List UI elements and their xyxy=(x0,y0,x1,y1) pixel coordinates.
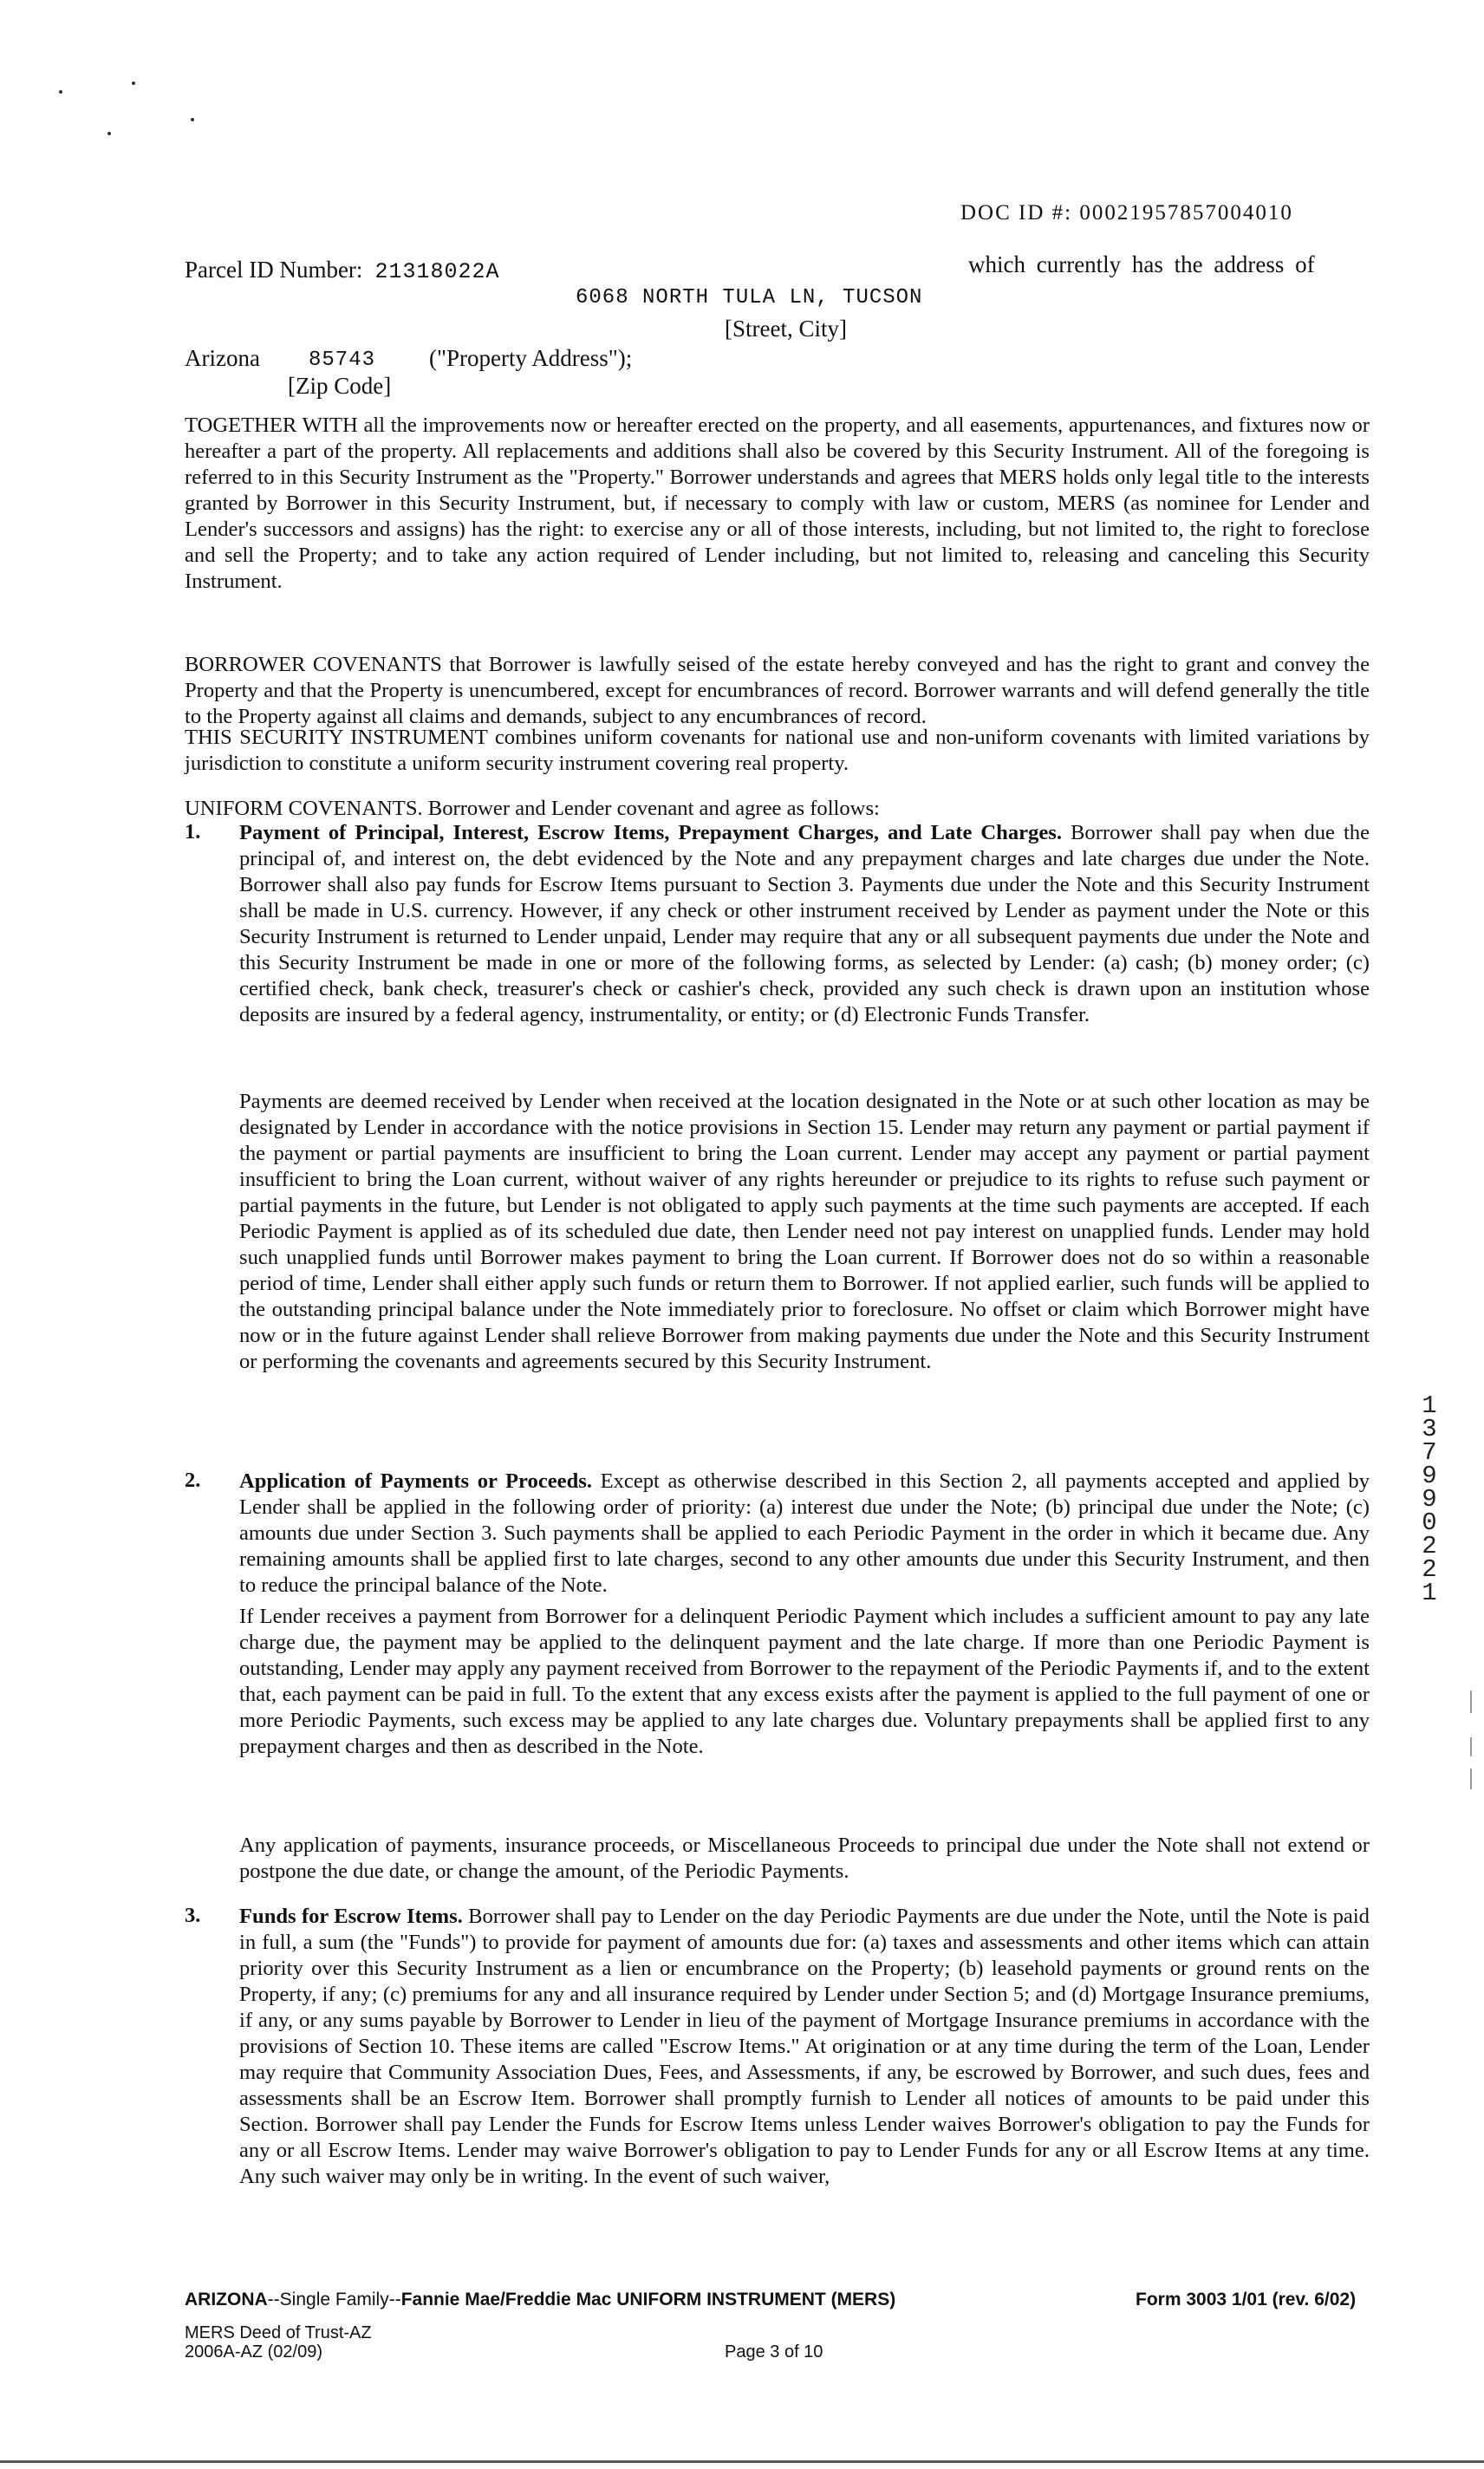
street-label: [Street, City] xyxy=(725,316,847,342)
footer-instrument-name: Fannie Mae/Freddie Mac UNIFORM INSTRUMENT (MERS) xyxy=(400,2290,896,2309)
together-with-paragraph: TOGETHER WITH all the improvements now or hereafter erected on the property, and all easements, appurtenances, and fixtures now or hereafter a part of the property. All replacements and additions shall also be covered by this Security Instrument. All of the foregoing is referred to in this Security Instrument as the "Property." Borrower understands and agrees that MERS holds only legal title to the interests granted by Borrower in this Security Instrument, but, if necessary to comply with law or custom, MERS (as nominee for Lender and Lender's successors and assigns) has the right: to exercise any or all of those interests, including, but not limited to, the right to foreclose and sell the Property; and to take any action required of Lender including, but not limited to, releasing and canceling this Security Instrument. xyxy=(185,414,1370,593)
scan-speck xyxy=(107,132,111,135)
section-1-title: Payment of Principal, Interest, Escrow Items, Prepayment Charges, and Late Charges. xyxy=(239,821,1062,844)
footer-instrument xyxy=(185,2290,895,2310)
section-number: 3. xyxy=(185,1904,201,1927)
scan-speck xyxy=(132,81,135,85)
section-2-paragraph-1 xyxy=(239,1469,1370,1599)
section-1-paragraph-2: Payments are deemed received by Lender when received at the location designated in the Note or at such other location as may be designated by Lender in accordance with the notice provisions in Section 15. Lender may return any payment or partial payment if the payment or partial payments are insufficient to bring the Loan current. Lender may accept any payment or partial payment insufficient to bring the Loan current, without waiver of any rights hereunder or prejudice to its rights to refuse such payment or partial payments in the future, but Lender is not obligated to apply such payments at the time such payments are accepted. If each Periodic Payment is applied as of its scheduled due date, then Lender need not pay interest on unapplied funds. Lender may hold such unapplied funds until Borrower makes payment to bring the Loan current. If Borrower does not do so within a reasonable period of time, Lender shall either apply such funds or return them to Borrower. If not applied earlier, such funds will be applied to the outstanding principal balance under the Note immediately prior to foreclosure. No offset or claim which Borrower might have now or in the future against Lender shall relieve Borrower from making payments due under the Note and this Security Instrument or performing the covenants and agreements secured by this Security Instrument. xyxy=(239,1090,1370,1373)
security-instrument-paragraph: THIS SECURITY INSTRUMENT combines uniform covenants for national use and non-uniform covenants with limited variations by jurisdiction to constitute a uniform security instrument covering real property. xyxy=(185,726,1370,775)
section-3-title: Funds for Escrow Items. xyxy=(239,1905,463,1928)
recorder-stamp: 13799 0221 xyxy=(1422,1391,1437,1607)
scan-speck xyxy=(191,118,194,121)
section-2-title: Application of Payments or Proceeds. xyxy=(239,1469,592,1493)
footer-deed-type: MERS Deed of Trust-AZ xyxy=(185,2323,372,2342)
parcel-id-label: Parcel ID Number: xyxy=(185,257,363,283)
zip-code: 85743 xyxy=(309,349,376,372)
section-3-text: Borrower shall pay to Lender on the day Periodic Payments are due under the Note, until the Note is paid in full, a sum (the "Funds") to provide for payment of amounts due for: (a) taxes and assessments and other items which can attain priority over this Security Instrument as a lien or encumbrance on the Property; (b) leasehold payments or ground rents on the Property, if any; (c) premiums for any and all insurance required by Lender under Section 5; and (d) Mortgage Insurance premiums, if any, or any sums payable by Borrower to Lender in lieu of the payment of Mortgage Insurance premiums in accordance with the provisions of Section 10. These items are called "Escrow Items." At origination or at any time during the term of the Loan, Lender may require that Community Association Dues, Fees, and Assessments, if any, be escrowed by Borrower, and such dues, fees and assessments shall be an Escrow Item. Borrower shall promptly furnish to Lender all notices of amounts to be paid under this Section. Borrower shall pay Lender the Funds for Escrow Items unless Lender waives Borrower's obligation to pay the Funds for any or all Escrow Items. Lender may waive Borrower's obligation to pay to Lender Funds for any or all Escrow Items at any time. Any such waiver may only be in writing. In the event of such waiver, xyxy=(239,1905,1370,2188)
footer-form-number: Form 3003 1/01 (rev. 6/02) xyxy=(1136,2290,1357,2309)
borrower-covenants-paragraph: BORROWER COVENANTS that Borrower is lawfully seised of the estate hereby conveyed and has the right to grant and convey the Property and that the Property is unencumbered, except for encumbrances of record. Borrower warrants and will defend generally the title to the Property against all claims and demands, subject to any encumbrances of record. xyxy=(185,653,1370,728)
parcel-id xyxy=(185,257,499,284)
section-number: 1. xyxy=(185,820,201,844)
scan-edge-line xyxy=(1470,1691,1472,1713)
section-2-text: Except as otherwise described in this Section 2, all payments accepted and applied by Lender shall be applied in the following order of priority: (a) interest due under the Note; (b) principal due under the Note; (c) amounts due under Section 3. Such payments shall be applied to each Periodic Payment in the order in which it became due. Any remaining amounts shall be applied first to late charges, second to any other amounts due under this Security Instrument, and then to reduce the principal balance of the Note. xyxy=(239,1469,1370,1597)
uniform-covenants-heading: UNIFORM COVENANTS. Borrower and Lender covenant and agree as follows: xyxy=(185,797,880,820)
address-intro: which currently has the address of xyxy=(968,251,1315,277)
parcel-id-number: 21318022A xyxy=(374,259,500,284)
footer-state: ARIZONA xyxy=(185,2290,268,2309)
page-number: Page 3 of 10 xyxy=(725,2342,823,2362)
scan-edge-line xyxy=(1470,1769,1472,1789)
section-1-text: Borrower shall pay when due the principal of, and interest on, the debt evidenced by the Note and any prepayment charges and late charges due under the Note. Borrower shall also pay funds for Escrow Items pursuant to Section 3. Payments due under the Note and this Security Instrument shall be made in U.S. currency. However, if any check or other instrument received by Lender as payment under the Note or this Security Instrument is returned to Lender unpaid, Lender may require that any or all subsequent payments due under the Note and this Security Instrument be made in one or more of the following forms, as selected by Lender: (a) cash; (b) money order; (c) certified check, bank check, treasurer's check or cashier's check, provided any such check is drawn upon an institution whose deposits are insured by a federal agency, instrumentality, or entity; or (d) Electronic Funds Transfer. xyxy=(239,821,1370,1026)
section-number: 2. xyxy=(185,1469,201,1492)
section-3-paragraph-1 xyxy=(239,1904,1370,2190)
scan-edge-line xyxy=(1470,1737,1472,1756)
scan-speck xyxy=(59,90,62,94)
footer-form-code: 2006A-AZ (02/09) xyxy=(185,2342,322,2362)
section-2-paragraph-2: If Lender receives a payment from Borrower for a delinquent Periodic Payment which includes a sufficient amount to pay any late charge due, the payment may be applied to the delinquent payment and the late charge. If more than one Periodic Payment is outstanding, Lender may apply any payment received from Borrower to the repayment of the Periodic Payments if, and to the extent that, each payment can be paid in full. To the extent that any excess exists after the payment is applied to the full payment of one or more Periodic Payments, such excess may be applied to any late charges due. Voluntary prepayments shall be applied first to any prepayment charges and then as described in the Note. xyxy=(239,1605,1370,1758)
zip-label: [Zip Code] xyxy=(288,373,392,399)
section-1-paragraph-1 xyxy=(239,820,1370,1028)
scan-bottom-edge xyxy=(0,2460,1484,2463)
state-name: Arizona xyxy=(185,345,260,371)
property-address-label: ("Property Address"); xyxy=(429,345,633,371)
street-address: 6068 NORTH TULA LN, TUCSON xyxy=(576,286,923,309)
section-2-paragraph-3: Any application of payments, insurance proceeds, or Miscellaneous Proceeds to principal due under the Note shall not extend or postpone the due date, or change the amount, of the Periodic Payments. xyxy=(239,1834,1370,1883)
doc-id: DOC ID #: 00021957857004010 xyxy=(960,201,1293,225)
footer-instrument-type: --Single Family-- xyxy=(267,2290,401,2309)
